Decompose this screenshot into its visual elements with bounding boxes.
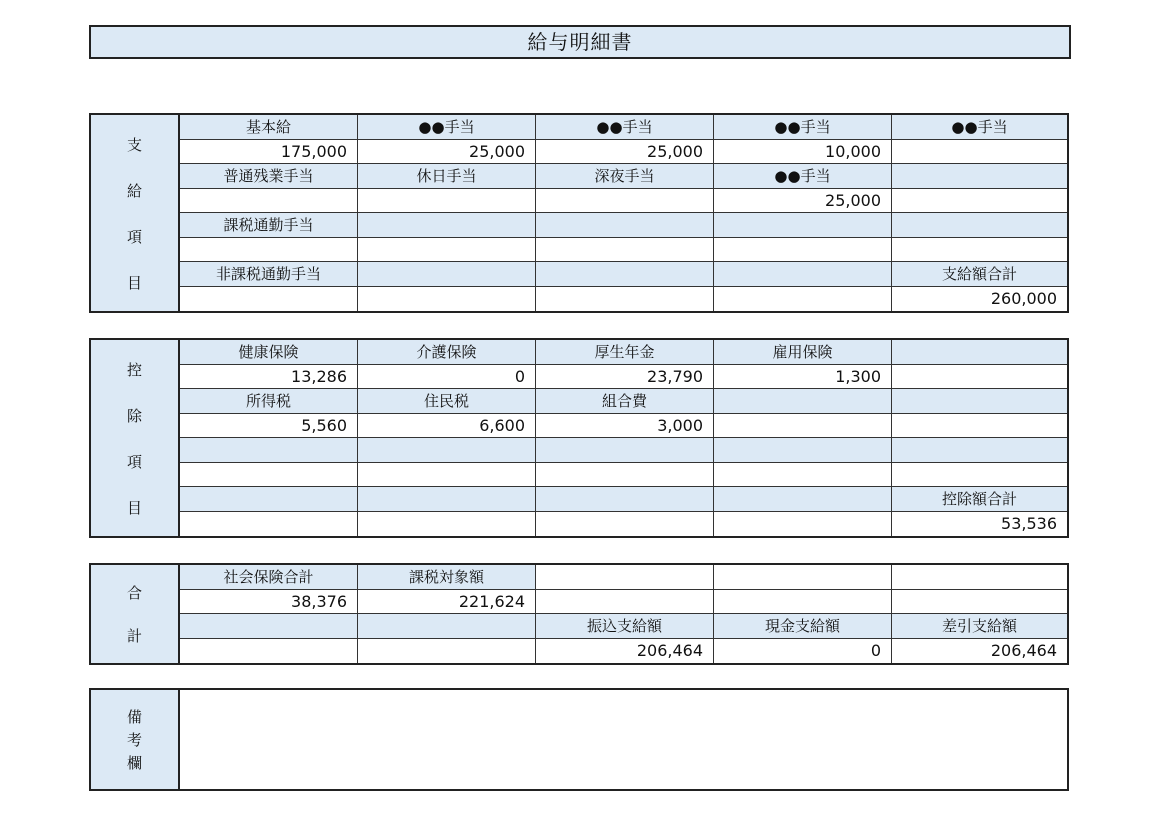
amount-cell[interactable] — [358, 238, 536, 263]
deductions-label-char: 控 — [126, 360, 142, 379]
item-label-cell — [892, 389, 1067, 414]
payments-label-char: 項 — [126, 227, 142, 246]
amount-cell[interactable] — [714, 463, 892, 488]
totals-label-char: 計 — [126, 627, 142, 645]
deductions-label-char: 目 — [126, 498, 142, 517]
item-label-cell — [358, 614, 536, 639]
item-label-cell — [714, 438, 892, 463]
deductions-label-char: 項 — [126, 452, 142, 471]
item-label-cell — [358, 487, 536, 512]
amount-cell[interactable]: 3,000 — [536, 414, 714, 439]
amount-cell[interactable]: 25,000 — [714, 189, 892, 214]
item-label-cell: 振込支給額 — [536, 614, 714, 639]
item-label-cell: ●●手当 — [358, 115, 536, 140]
amount-cell[interactable]: 23,790 — [536, 365, 714, 390]
item-label-cell: 介護保険 — [358, 340, 536, 365]
amount-cell[interactable]: 13,286 — [180, 365, 358, 390]
item-label-cell — [536, 262, 714, 287]
remarks-label — [91, 690, 180, 789]
amount-cell[interactable] — [358, 639, 536, 664]
amount-cell[interactable] — [714, 238, 892, 263]
deductions-section — [89, 338, 1069, 538]
amount-cell[interactable]: 221,624 — [358, 590, 536, 615]
amount-cell[interactable] — [358, 189, 536, 214]
deductions-label-char: 除 — [126, 406, 142, 425]
item-label-cell: 厚生年金 — [536, 340, 714, 365]
amount-cell[interactable] — [536, 590, 714, 615]
item-label-cell: 現金支給額 — [714, 614, 892, 639]
item-label-cell — [536, 487, 714, 512]
deductions-label — [91, 340, 180, 536]
item-label-cell: 課税通勤手当 — [180, 213, 358, 238]
item-label-cell: ●●手当 — [714, 115, 892, 140]
item-label-cell: 組合費 — [536, 389, 714, 414]
item-label-cell — [358, 438, 536, 463]
item-label-cell: 課税対象額 — [358, 565, 536, 590]
item-label-cell: 休日手当 — [358, 164, 536, 189]
remarks-label-char: 考 — [126, 731, 142, 749]
amount-cell[interactable] — [714, 590, 892, 615]
amount-cell[interactable] — [358, 512, 536, 537]
item-label-cell: 健康保険 — [180, 340, 358, 365]
payments-label-char: 給 — [126, 181, 142, 200]
item-label-cell: ●●手当 — [714, 164, 892, 189]
remarks-label-char: 欄 — [126, 754, 142, 772]
amount-cell[interactable]: 10,000 — [714, 140, 892, 165]
totals-label-char: 合 — [126, 584, 142, 602]
item-label-cell: 住民税 — [358, 389, 536, 414]
amount-cell[interactable] — [180, 639, 358, 664]
item-label-cell — [892, 164, 1067, 189]
amount-cell[interactable]: 38,376 — [180, 590, 358, 615]
amount-cell[interactable] — [714, 512, 892, 537]
amount-cell[interactable]: 25,000 — [536, 140, 714, 165]
amount-cell[interactable] — [536, 512, 714, 537]
amount-cell[interactable] — [892, 238, 1067, 263]
item-label-cell — [180, 614, 358, 639]
item-label-cell: 普通残業手当 — [180, 164, 358, 189]
amount-cell[interactable]: 0 — [714, 639, 892, 664]
item-label-cell: ●●手当 — [536, 115, 714, 140]
item-label-cell: 深夜手当 — [536, 164, 714, 189]
amount-cell[interactable] — [536, 463, 714, 488]
item-label-cell: ●●手当 — [892, 115, 1067, 140]
amount-cell[interactable] — [180, 463, 358, 488]
item-label-cell — [536, 438, 714, 463]
item-label-cell: 所得税 — [180, 389, 358, 414]
payments-label — [91, 115, 180, 311]
item-label-cell — [358, 213, 536, 238]
item-label-cell: 雇用保険 — [714, 340, 892, 365]
amount-cell[interactable] — [180, 189, 358, 214]
amount-cell[interactable]: 0 — [358, 365, 536, 390]
amount-cell[interactable]: 260,000 — [892, 287, 1067, 312]
amount-cell[interactable]: 1,300 — [714, 365, 892, 390]
item-label-cell — [714, 487, 892, 512]
item-label-cell: 差引支給額 — [892, 614, 1067, 639]
item-label-cell — [714, 262, 892, 287]
item-label-cell — [358, 262, 536, 287]
item-label-cell — [714, 389, 892, 414]
amount-cell[interactable] — [892, 189, 1067, 214]
item-label-cell: 支給額合計 — [892, 262, 1067, 287]
amount-cell[interactable] — [892, 414, 1067, 439]
totals-grid — [180, 565, 1067, 663]
item-label-cell — [714, 213, 892, 238]
remarks-section — [89, 688, 1069, 791]
amount-cell[interactable]: 206,464 — [536, 639, 714, 664]
item-label-cell: 基本給 — [180, 115, 358, 140]
deductions-grid — [180, 340, 1067, 536]
remarks-label-char: 備 — [126, 708, 142, 726]
page-title: 給与明細書 — [89, 25, 1071, 59]
amount-cell[interactable]: 206,464 — [892, 639, 1067, 664]
amount-cell[interactable] — [358, 287, 536, 312]
amount-cell[interactable]: 53,536 — [892, 512, 1067, 537]
amount-cell[interactable] — [358, 463, 536, 488]
amount-cell[interactable] — [180, 287, 358, 312]
amount-cell[interactable] — [180, 512, 358, 537]
item-label-cell — [892, 438, 1067, 463]
amount-cell[interactable] — [536, 565, 714, 590]
item-label-cell — [180, 487, 358, 512]
amount-cell[interactable] — [892, 365, 1067, 390]
amount-cell[interactable] — [180, 238, 358, 263]
amount-cell[interactable]: 6,600 — [358, 414, 536, 439]
payments-label-char: 支 — [126, 135, 142, 154]
item-label-cell — [892, 340, 1067, 365]
amount-cell[interactable] — [714, 565, 892, 590]
totals-label — [91, 565, 180, 663]
item-label-cell: 非課税通勤手当 — [180, 262, 358, 287]
item-label-cell — [892, 213, 1067, 238]
totals-section — [89, 563, 1069, 665]
amount-cell[interactable] — [536, 189, 714, 214]
item-label-cell: 社会保険合計 — [180, 565, 358, 590]
amount-cell[interactable] — [714, 414, 892, 439]
amount-cell[interactable] — [892, 590, 1067, 615]
amount-cell[interactable]: 5,560 — [180, 414, 358, 439]
amount-cell[interactable]: 25,000 — [358, 140, 536, 165]
amount-cell[interactable] — [714, 287, 892, 312]
item-label-cell: 控除額合計 — [892, 487, 1067, 512]
remarks-field[interactable] — [180, 690, 1067, 789]
amount-cell[interactable]: 175,000 — [180, 140, 358, 165]
amount-cell[interactable] — [892, 140, 1067, 165]
item-label-cell — [536, 213, 714, 238]
amount-cell[interactable] — [892, 463, 1067, 488]
item-label-cell — [180, 438, 358, 463]
payments-section — [89, 113, 1069, 313]
payments-label-char: 目 — [126, 273, 142, 292]
payments-grid — [180, 115, 1067, 311]
amount-cell[interactable] — [536, 238, 714, 263]
amount-cell[interactable] — [536, 287, 714, 312]
amount-cell[interactable] — [892, 565, 1067, 590]
